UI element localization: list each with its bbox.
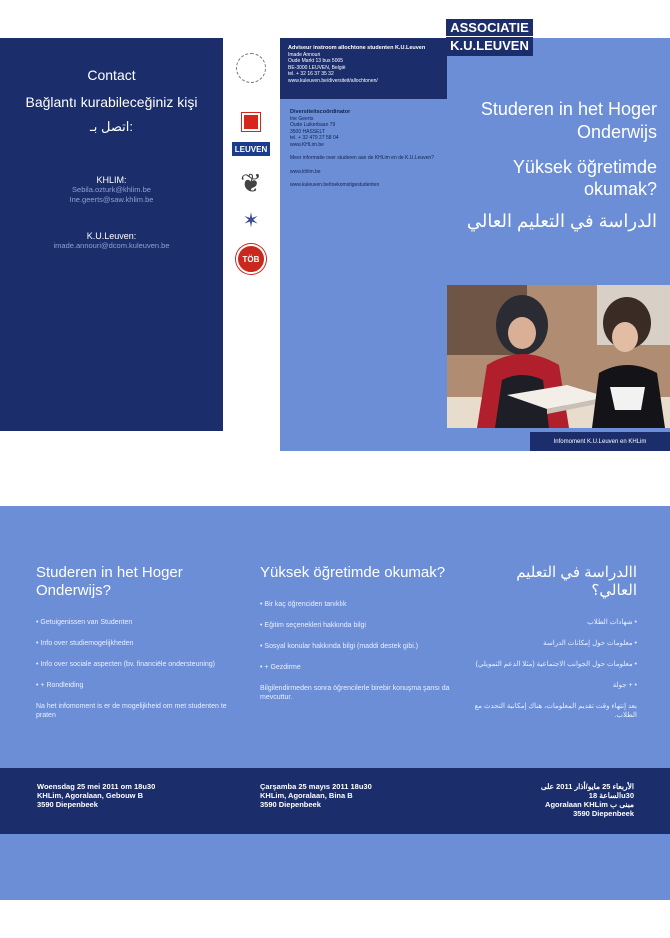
- date-line: Agoralaan KHLim مبنى ب: [545, 800, 634, 809]
- cover-title-ar: الدراسة في التعليم العالي: [466, 211, 657, 231]
- date-line: 3590 Diepenbeek: [260, 800, 321, 809]
- list-item: • Info over sociale aspecten (bv. financiële ondersteuning): [36, 660, 231, 669]
- list-item: • Eğitim seçenekleri hakkında bilgi: [260, 621, 455, 630]
- event-date-arabic: [470, 782, 634, 818]
- khlim-label: KHLIM:: [96, 175, 127, 185]
- contact-panel: [0, 38, 223, 431]
- list-item: • Bir kaç öğrenciden tanıklık: [260, 600, 455, 609]
- date-line: Çarşamba 25 mayıs 2011 18u30: [260, 782, 372, 791]
- students-photo-illustration: [447, 285, 670, 428]
- cover-titles: [450, 98, 657, 232]
- more-info-text: Meer informatie over studeren aan de KHLim en de K.U.Leuven?: [290, 155, 434, 161]
- date-line: الساعة 18u30: [588, 791, 634, 800]
- advisor-line: BE-3000 LEUVEN, België: [288, 64, 346, 71]
- list-item: • + Gezdirme: [260, 663, 455, 672]
- list-item: • + جولة: [470, 681, 637, 690]
- column-arabic-title: االدراسة في التعليم العالي؟: [516, 564, 637, 599]
- column-dutch-title: Studeren in het Hoger Onderwijs?: [36, 564, 183, 599]
- diversity-info-box: [280, 99, 447, 451]
- khlim-email-1[interactable]: Sebila.ozturk@khlim.be: [72, 185, 151, 194]
- cover-title-tr: Yüksek öğretimde okumak?: [512, 157, 657, 199]
- leuven-logo: LEUVEN: [232, 142, 270, 156]
- bottom-footer-band: [0, 834, 670, 900]
- list-item: • + Rondleiding: [36, 681, 231, 690]
- date-line: Woensdag 25 mei 2011 om 18u30: [37, 782, 156, 791]
- event-date-dutch: [37, 782, 155, 809]
- kul-email[interactable]: imade.annouri@dcom.kuleuven.be: [53, 241, 170, 250]
- event-date-turkish: [260, 782, 372, 809]
- kul-label: K.U.Leuven:: [86, 231, 137, 241]
- star-figure-icon: ✶: [242, 209, 260, 232]
- date-line: KHLim, Agoralaan, Bina B: [260, 791, 353, 800]
- column-turkish-note: Bilgilendirmeden sonra öğrencilerle birebir konuşma şansı da mevcuttur.: [260, 685, 450, 701]
- advisor-line: tel. + 32 16 37 35 32: [288, 71, 334, 77]
- date-line: 3590 Diepenbeek: [573, 809, 634, 818]
- column-turkish-list: [260, 600, 455, 672]
- list-item: • Getuigenissen van Studenten: [36, 618, 231, 627]
- date-line: 3590 Diepenbeek: [37, 800, 98, 809]
- contact-title-tr: Bağlantı kurabileceğiniz kişi: [25, 94, 198, 110]
- ornamental-emblem-icon: ❦: [240, 167, 262, 198]
- tob-logo-text: TÖB: [236, 244, 266, 274]
- contact-title-ar: اتصل بـ:: [89, 119, 133, 134]
- khlim-email-2[interactable]: Ine.geerts@saw.khlim.be: [69, 195, 154, 204]
- diversity-line: tel. + 32 479 27 58 04: [290, 135, 339, 141]
- advisor-line: Imade Annouri: [288, 51, 321, 58]
- list-item: • Info over studiemogelijkheden: [36, 639, 231, 648]
- advisor-heading: Adviseur instroom allochtone studenten K.U.Leuven: [288, 45, 426, 51]
- associatie-logo: [446, 19, 533, 56]
- column-dutch-list: [36, 618, 231, 690]
- diversity-line: Oude Luikerbaan 79: [290, 122, 336, 128]
- list-item: • Sosyal konular hakkında bilgi (maddi destek gibi.): [260, 642, 455, 651]
- students-photo: [447, 285, 670, 428]
- kuleuven-url[interactable]: www.kuleuven.be/toekomstigestudenten: [290, 182, 380, 188]
- date-line: الأربعاء 25 مايو/أذار 2011 على: [540, 782, 634, 791]
- advisor-info-box: [280, 38, 447, 99]
- column-turkish-title: Yüksek öğretimde okumak?: [260, 564, 446, 581]
- associatie-logo-line1: ASSOCIATIE: [446, 19, 533, 37]
- list-item: • شهادات الطلاب: [470, 618, 637, 627]
- column-arabic-note: بعد إنتهاء وقت تقديم المعلومات، هناك إمكانية التحدث مع الطلاب.: [474, 703, 637, 719]
- list-item: • معلومات حول الجوانب الاجتماعية (مثلا الدعم التمويلي): [470, 660, 637, 669]
- diversity-heading: Diversiteitscoördinator: [290, 109, 351, 115]
- advisor-url[interactable]: www.kuleuven.be/diversiteit/allochtonen/: [288, 77, 378, 84]
- column-dutch: [36, 564, 231, 720]
- advisor-line: Oude Markt 13 bus 5005: [288, 58, 344, 64]
- contact-title: Contact: [87, 67, 136, 83]
- list-item: • معلومات حول إمكانات الدراسة: [470, 639, 637, 648]
- association-seal-icon: [232, 52, 270, 84]
- diversity-line: Ine Geerts: [290, 115, 314, 122]
- date-line: KHLim, Agoralaan, Gebouw B: [37, 791, 143, 800]
- tob-logo: [232, 242, 270, 276]
- khlim-logo-icon: [232, 112, 270, 132]
- infomoment-banner: Infomoment K.U.Leuven en KHLim: [530, 432, 670, 451]
- column-turkish: [260, 564, 455, 702]
- khlim-url[interactable]: www.khlim.be: [290, 168, 321, 175]
- diversity-url[interactable]: www.KHLim.be: [290, 141, 324, 148]
- logo-column: [228, 38, 274, 431]
- cover-title-nl: Studeren in het Hoger Onderwijs: [480, 99, 657, 142]
- column-dutch-note: Na het infomoment is er de mogelijkheid om met studenten te praten: [36, 703, 227, 719]
- column-arabic-list: [470, 618, 637, 690]
- associatie-logo-line2: K.U.LEUVEN: [450, 38, 529, 53]
- diversity-line: 3500 HASSELT: [290, 128, 325, 135]
- column-arabic: [470, 564, 637, 720]
